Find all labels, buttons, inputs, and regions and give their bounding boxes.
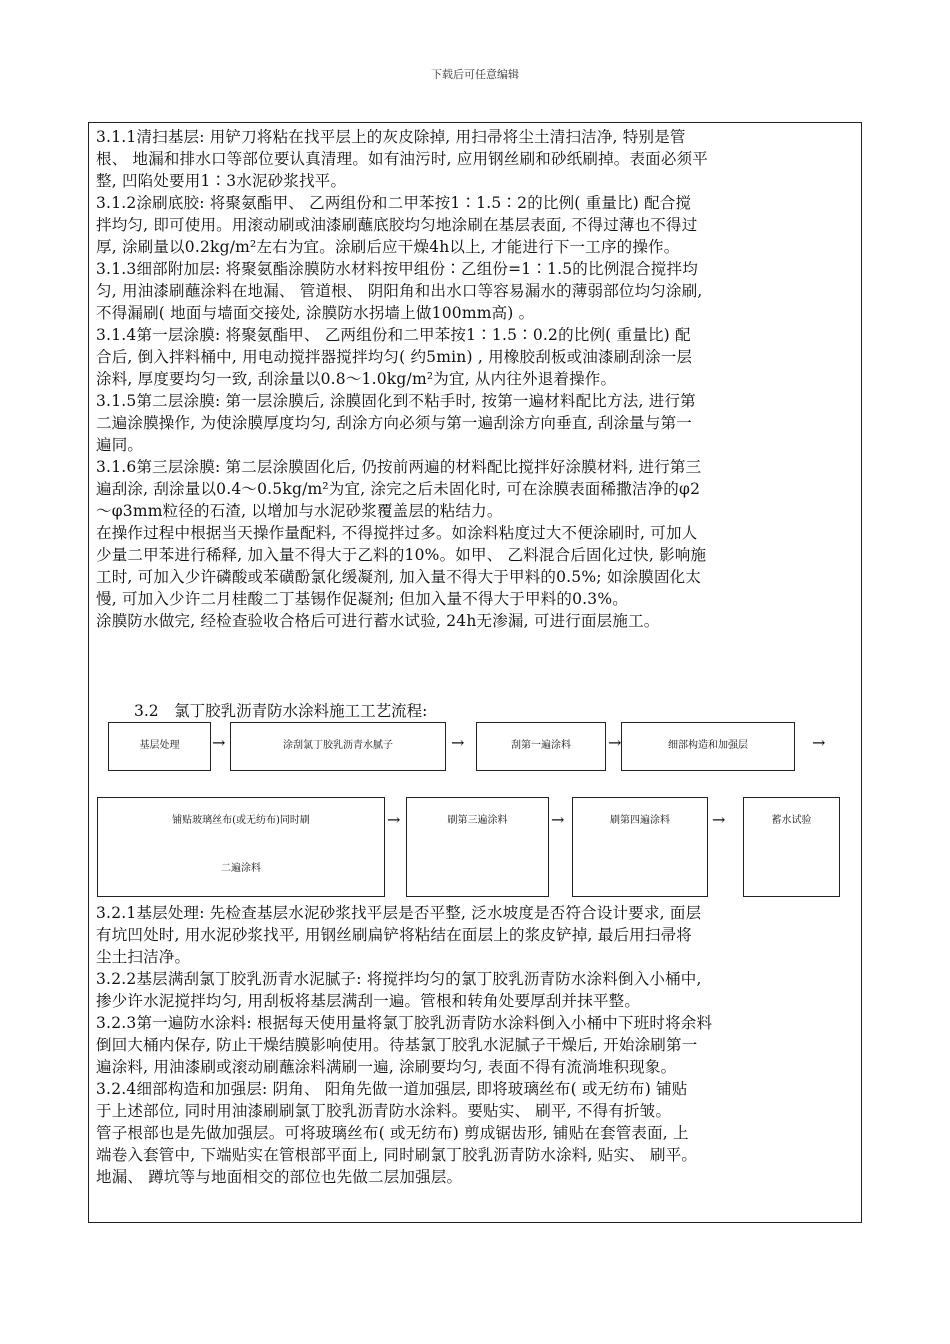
text-line: 3.1.5第二层涂膜: 第一层涂膜后, 涂膜固化到不粘手时, 按第一遍材料配比方法, 进行第 <box>96 392 696 410</box>
text-line: 地漏、 蹲坑等与地面相交的部位也先做二层加强层。 <box>96 1168 463 1186</box>
flow-step-water-test <box>743 797 840 897</box>
text-line: 端卷入套管中, 下端贴实在管根部平面上, 同时刷氯丁胶乳沥青防水涂料, 贴实、 刷平。 <box>96 1146 698 1164</box>
flow-step-detail-reinforcement <box>621 722 795 771</box>
text-line: 于上述部位, 同时用油漆刷刷氯丁胶乳沥青防水涂料。要贴实、 刷平, 不得有折皱。 <box>96 1102 672 1120</box>
text-line: 3.1.4第一层涂膜: 将聚氨酯甲、 乙两组份和二甲苯按1∶1.5∶0.2的比例( 重量比) 配 <box>96 326 691 344</box>
text-line: 整, 凹陷处要用1∶3水泥砂浆找平。 <box>96 172 347 190</box>
flow-step-label: 刮第一遍涂料 <box>511 740 571 751</box>
section-3-1-text <box>96 126 858 632</box>
flow-step-label: 基层处理 <box>139 740 180 751</box>
flow-step-label: 蓄水试验 <box>771 815 812 826</box>
flow-step-first-coat <box>476 722 606 771</box>
flow-step-third-coat <box>406 797 549 897</box>
flow-arrow: → <box>551 810 565 829</box>
text-line: 涂料, 厚度要均匀一致, 刮涂量以0.8～1.0kg/m²为宜, 从内往外退着操作。 <box>96 370 617 388</box>
text-line: ～φ3mm粒径的石渣, 以增加与水泥砂浆覆盖层的粘结力。 <box>96 502 503 520</box>
flow-arrow: → <box>812 733 826 752</box>
header-note: 下载后可任意编辑 <box>431 68 519 81</box>
flow-arrow: → <box>212 733 226 752</box>
text-line: 有坑凹处时, 用水泥砂浆找平, 用钢丝刷扁铲将粘结在面层上的浆皮铲掉, 最后用扫帚将 <box>96 926 692 944</box>
text-line: 3.1.1清扫基层: 用铲刀将粘在找平层上的灰皮除掉, 用扫帚将尘土清扫洁净, 特别是管 <box>96 128 686 146</box>
text-line: 遍同。 <box>96 436 144 454</box>
text-line: 根、 地漏和排水口等部位要认真清理。如有油污时, 应用钢丝刷和砂纸刷掉。表面必须平 <box>96 150 708 168</box>
text-line: 合后, 倒入拌料桶中, 用电动搅拌器搅拌均匀( 约5min) , 用橡胶刮板或油漆刷刮涂一层 <box>96 348 693 366</box>
flow-arrow: → <box>451 733 465 752</box>
text-line: 3.2.3第一遍防水涂料: 根据每天使用量将氯丁胶乳沥青防水涂料倒入小桶中下班时将余料 <box>96 1014 713 1032</box>
text-line: 涂膜防水做完, 经检查验收合格后可进行蓄水试验, 24h无渗漏, 可进行面层施工。 <box>96 612 660 630</box>
flow-step-fiberglass <box>97 797 385 897</box>
section-3-2-heading: 3.2 氯丁胶乳沥青防水涂料施工工艺流程: <box>134 702 428 720</box>
flow-step-base-treatment <box>108 722 211 771</box>
text-line: 尘土扫洁净。 <box>96 948 191 966</box>
text-line: 慢, 可加入少许二月桂酸二丁基锡作促凝剂; 但加入量不得大于甲料的0.3%。 <box>96 590 628 608</box>
flow-arrow: → <box>712 810 726 829</box>
flow-step-label-line2: 二遍涂料 <box>221 863 261 874</box>
flow-step-putty <box>230 722 446 771</box>
flow-step-label: 刷第四遍涂料 <box>610 815 670 826</box>
text-line: 少量二甲苯进行稀释, 加入量不得大于乙料的10%。如甲、 乙料混合后固化过快, 影响施 <box>96 546 707 564</box>
flow-step-label: 涂刮氯丁胶乳沥青水腻子 <box>283 740 393 751</box>
flow-arrow: → <box>387 810 401 829</box>
text-line: 不得漏刷( 地面与墙面交接处, 涂膜防水拐墙上做100mm高) 。 <box>96 304 535 322</box>
text-line: 在操作过程中根据当天操作量配料, 不得搅拌过多。如涂料粘度过大不便涂刷时, 可加人 <box>96 524 698 542</box>
text-line: 3.2.2基层满刮氯丁胶乳沥青水泥腻子: 将搅拌均匀的氯丁胶乳沥青防水涂料倒入小桶中, <box>96 970 702 988</box>
flow-arrow: → <box>608 733 622 752</box>
text-line: 厚, 涂刷量以0.2kg/m²左右为宜。涂刷后应干燥4h以上, 才能进行下一工序的操作。 <box>96 238 680 256</box>
text-line: 工时, 可加入少许磷酸或苯磺酚氯化缓凝剂, 加入量不得大于甲料的0.5%; 如涂膜固化太 <box>96 568 702 586</box>
text-line: 倒回大桶内保存, 防止干燥结膜影响使用。待基氯丁胶乳水泥腻子干燥后, 开始涂刷第一 <box>96 1036 698 1054</box>
text-line: 遍涂料, 用油漆刷或滚动刷蘸涂料满刷一遍, 涂刷要均匀, 表面不得有流淌堆积现象。 <box>96 1058 677 1076</box>
text-line: 3.1.3细部附加层: 将聚氨酯涂膜防水材料按甲组份∶乙组份=1∶1.5的比例混合搅拌均 <box>96 260 698 278</box>
text-line: 匀, 用油漆刷蘸涂料在地漏、 管道根、 阴阳角和出水口等容易漏水的薄弱部位均匀涂刷, <box>96 282 703 300</box>
text-line: 3.1.6第三层涂膜: 第二层涂膜固化后, 仍按前两遍的材料配比搅拌好涂膜材料, 进行第三 <box>96 458 702 476</box>
flow-step-fourth-coat <box>572 797 708 897</box>
flow-step-label: 细部构造和加强层 <box>668 740 748 751</box>
text-line: 二遍涂膜操作, 为使涂膜厚度均匀, 刮涂方向必须与第一遍刮涂方向垂直, 刮涂量与第一 <box>96 414 692 432</box>
text-line: 掺少许水泥搅拌均匀, 用刮板将基层满刮一遍。管根和转角处要厚刮并抹平整。 <box>96 992 641 1010</box>
text-line: 拌均匀, 即可使用。用滚动刷或油漆刷蘸底胶均匀地涂刷在基层表面, 不得过薄也不得过 <box>96 216 698 234</box>
text-line: 管子根部也是先做加强层。可将玻璃丝布( 或无纺布) 剪成锯齿形, 铺贴在套管表面, 上 <box>96 1124 689 1142</box>
section-3-2-text <box>96 902 858 1188</box>
flow-step-label-line1: 铺贴玻璃丝布(或无纺布)同时刷 <box>172 815 310 826</box>
flow-step-label: 刷第三遍涂料 <box>447 815 508 826</box>
text-line: 3.1.2涂刷底胶: 将聚氨酯甲、 乙两组份和二甲苯按1∶1.5∶2的比例( 重量比) 配合搅 <box>96 194 692 212</box>
text-line: 遍刮涂, 刮涂量以0.4～0.5kg/m²为宜, 涂完之后未固化时, 可在涂膜表面稀撒洁净的φ2 <box>96 480 701 498</box>
text-line: 3.2.4细部构造和加强层: 阴角、 阳角先做一道加强层, 即将玻璃丝布( 或无纺布) 铺贴 <box>96 1080 688 1098</box>
text-line: 3.2.1基层处理: 先检查基层水泥砂浆找平层是否平整, 泛水坡度是否符合设计要求, 面层 <box>96 904 702 922</box>
